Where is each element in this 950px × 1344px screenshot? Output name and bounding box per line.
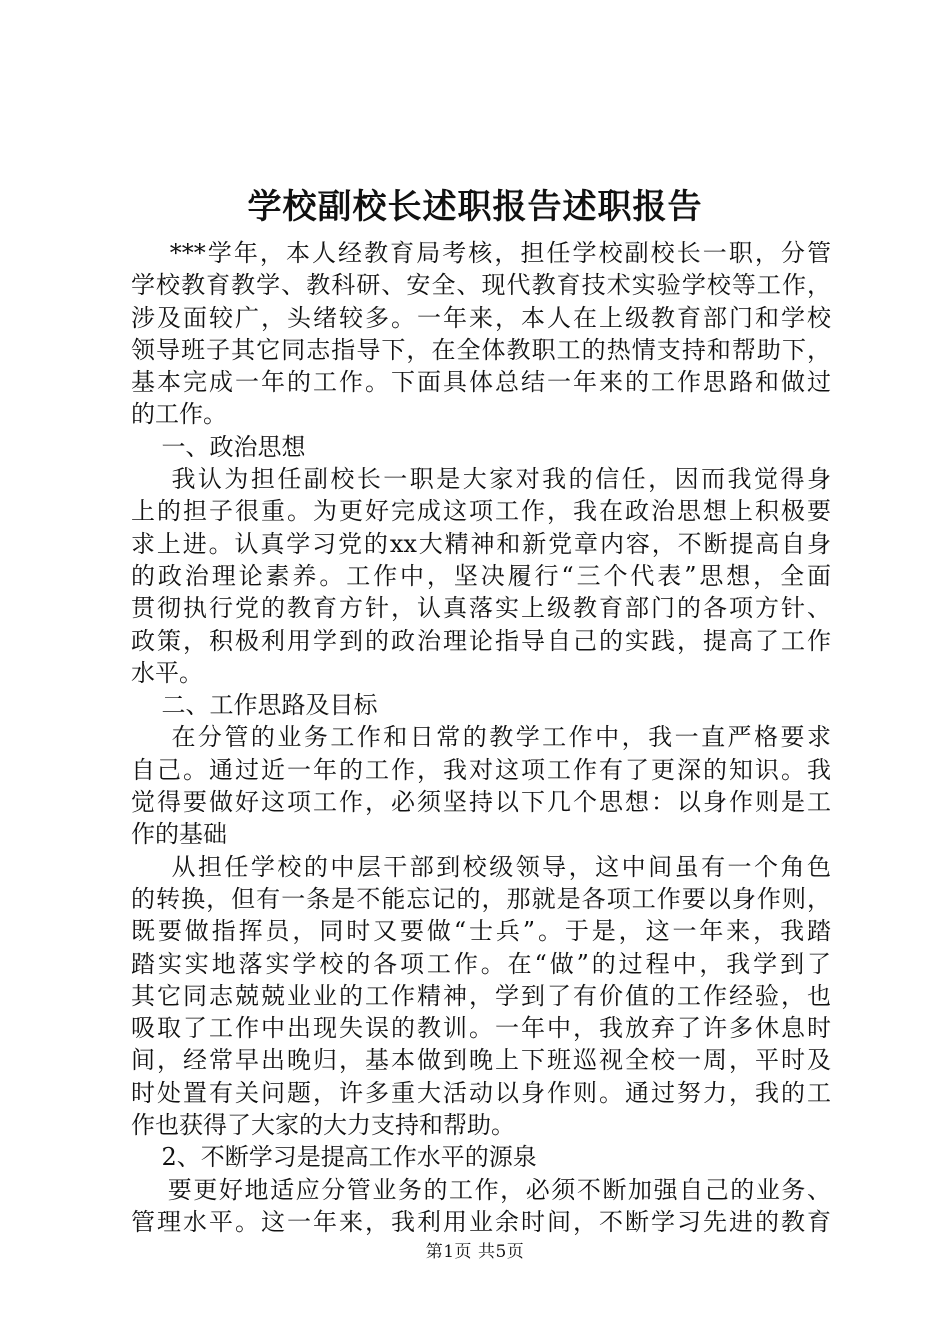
text-line: 既要做指挥员，同时又要做“士兵”。于是，这一年来，我踏 — [131, 917, 831, 946]
text-line: 觉得要做好这项工作，必须坚持以下几个思想：以身作则是工 — [131, 788, 831, 817]
section-heading: 2、不断学习是提高工作水平的源泉 — [131, 1143, 537, 1172]
text-line: 基本完成一年的工作。下面具体总结一年来的工作思路和做过 — [131, 368, 831, 397]
text-line: 在分管的业务工作和日常的教学工作中，我一直严格要求 — [131, 723, 831, 752]
document-body — [131, 237, 831, 1238]
text-line: 的转换，但有一条是不能忘记的，那就是各项工作要以身作则， — [131, 884, 831, 913]
text-line: 要更好地适应分管业务的工作，必须不断加强自己的业务、 — [131, 1175, 831, 1204]
text-line: 作也获得了大家的大力支持和帮助。 — [131, 1111, 515, 1140]
text-line: 上的担子很重。为更好完成这项工作，我在政治思想上积极要 — [131, 497, 831, 526]
text-line: 自己。通过近一年的工作，我对这项工作有了更深的知识。我 — [131, 755, 831, 784]
page-footer: 第1页 共5页 — [425, 1242, 525, 1262]
document-title: 学校副校长述职报告述职报告 — [247, 187, 703, 227]
text-line: 贯彻执行党的教育方针，认真落实上级教育部门的各项方针、 — [131, 594, 831, 623]
section-heading: 一、政治思想 — [131, 432, 306, 461]
text-line: ***学年，本人经教育局考核，担任学校副校长一职，分管 — [131, 239, 831, 267]
text-line: 吸取了工作中出现失误的教训。一年中，我放弃了许多休息时 — [131, 1014, 831, 1043]
text-line: 作的基础 — [131, 820, 227, 849]
text-line: 的政治理论素养。工作中，坚决履行“三个代表”思想，全面 — [131, 561, 831, 590]
text-line: 涉及面较广，头绪较多。一年来，本人在上级教育部门和学校 — [131, 303, 831, 332]
text-line: 管理水平。这一年来，我利用业余时间，不断学习先进的教育 — [131, 1207, 831, 1236]
text-line: 水平。 — [131, 658, 203, 687]
text-line: 其它同志兢兢业业的工作精神，学到了有价值的工作经验，也 — [131, 981, 831, 1010]
text-line: 政策，积极利用学到的政治理论指导自己的实践，提高了工作 — [131, 626, 831, 655]
text-line: 求上进。认真学习党的xx大精神和新党章内容，不断提高自身 — [131, 529, 831, 558]
text-line: 间，经常早出晚归，基本做到晚上下班巡视全校一周，平时及 — [131, 1046, 831, 1075]
section-heading: 二、工作思路及目标 — [131, 691, 378, 720]
text-line: 的工作。 — [131, 400, 227, 429]
text-line: 踏实实地落实学校的各项工作。在“做”的过程中，我学到了 — [131, 949, 831, 978]
text-line: 领导班子其它同志指导下，在全体教职工的热情支持和帮助下， — [131, 335, 831, 364]
text-line: 学校教育教学、教科研、安全、现代教育技术实验学校等工作， — [131, 271, 831, 300]
text-line: 时处置有关问题，许多重大活动以身作则。通过努力，我的工 — [131, 1078, 831, 1107]
text-line: 从担任学校的中层干部到校级领导，这中间虽有一个角色 — [131, 852, 831, 881]
text-line: 我认为担任副校长一职是大家对我的信任，因而我觉得身 — [131, 465, 831, 494]
